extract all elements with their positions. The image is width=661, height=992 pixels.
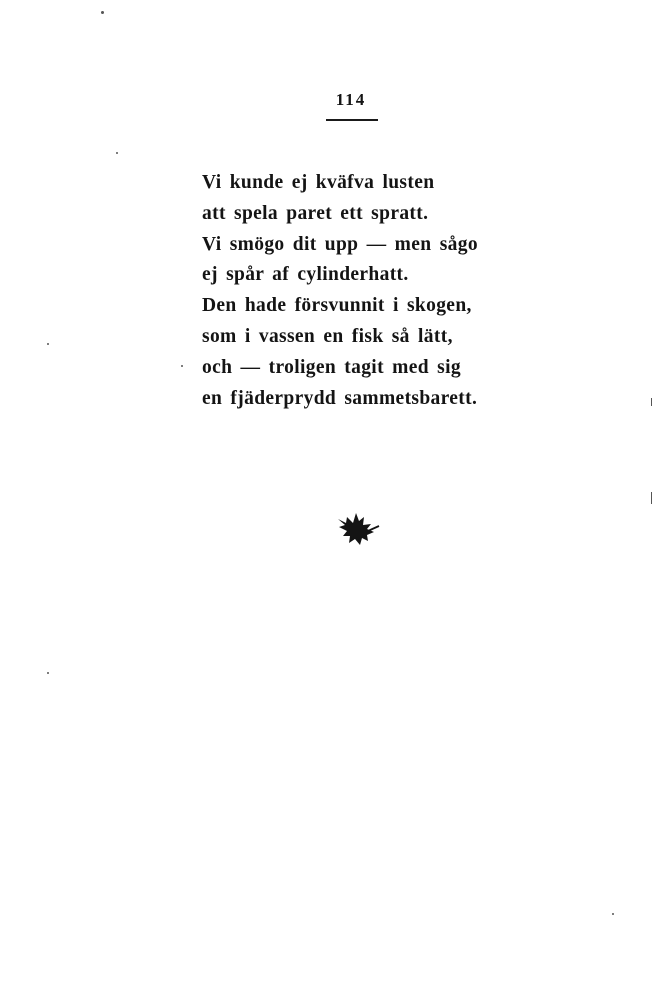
- poem-line-6: som i vassen en fisk så lätt,: [202, 325, 453, 347]
- poem-line-7: och — troligen tagit med sig: [202, 356, 461, 378]
- page-number: 114: [335, 90, 367, 109]
- poem-line-8: en fjäderprydd sammetsbarett.: [202, 387, 478, 409]
- page-number-underline: [326, 119, 378, 121]
- poem-line-4: ej spår af cylinderhatt.: [202, 264, 409, 286]
- poem-line-3: Vi smögo dit upp — men sågo: [202, 233, 478, 255]
- maple-leaf-icon: [334, 505, 382, 551]
- poem-line-1: Vi kunde ej kväfva lusten: [202, 172, 435, 193]
- poem-line-5: Den hade försvunnit i skogen,: [202, 295, 472, 317]
- poem-line-2: att spela paret ett spratt.: [202, 202, 429, 224]
- poem-stanza: [202, 168, 522, 414]
